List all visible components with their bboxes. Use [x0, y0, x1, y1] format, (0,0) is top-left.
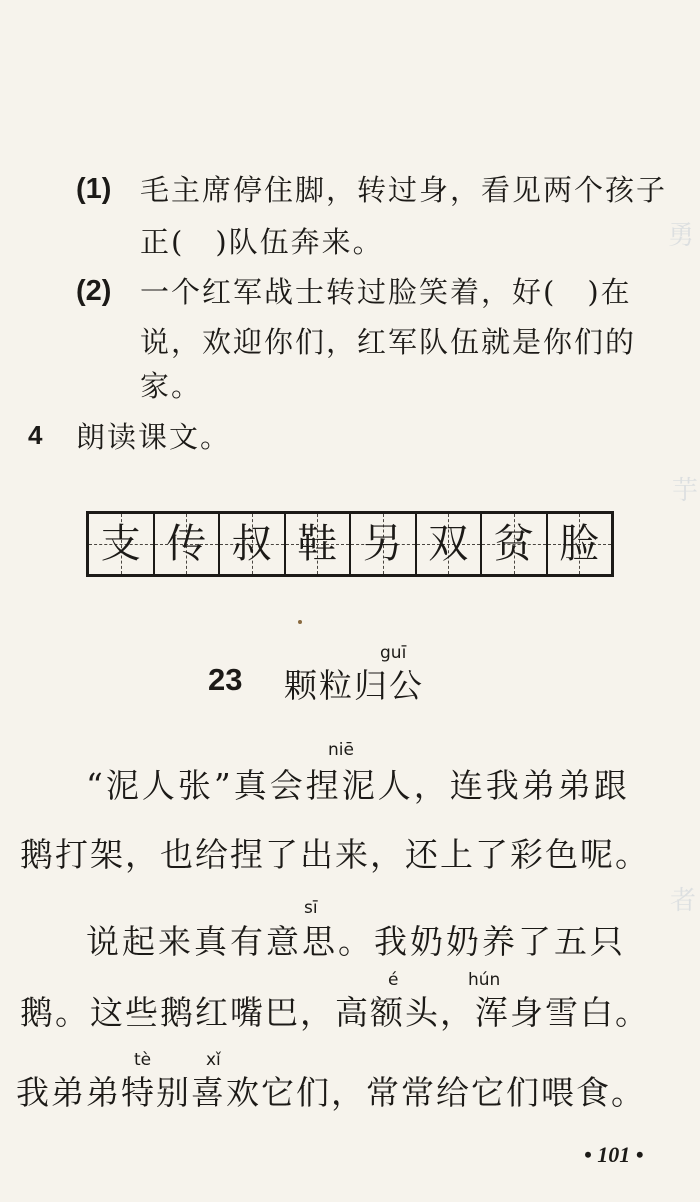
character-cell [220, 514, 286, 574]
character-glyph: 支 [100, 521, 141, 567]
paragraph-line-1: “泥人张”真会捏泥人，连我弟弟跟 [86, 766, 630, 805]
lesson-number: 23 [208, 662, 243, 697]
pinyin-hun: hún [468, 970, 501, 990]
paragraph-line-3: 说起来真有意思。我奶奶养了五只 [86, 922, 626, 961]
character-cell [417, 514, 483, 574]
pinyin-e: é [388, 970, 399, 990]
character-glyph: 脸 [559, 521, 600, 567]
character-cell [286, 514, 352, 574]
task-4-text: 朗读课文。 [76, 420, 232, 454]
exercise-2-line-2: 说，欢迎你们，红军队伍就是你们的 [140, 325, 637, 359]
exercise-number-1: (1) [76, 173, 112, 205]
character-glyph: 传 [166, 521, 207, 567]
exercise-1-line-1: 毛主席停住脚，转过身，看见两个孩子 [140, 173, 668, 207]
exercise-number-2: (2) [76, 275, 112, 307]
character-cell [548, 514, 612, 574]
pinyin-xi: xǐ [206, 1050, 221, 1070]
exercise-2-line-3: 家。 [140, 369, 203, 403]
task-number-4: 4 [28, 420, 43, 450]
bleed-through-mark: 芋 [672, 476, 699, 506]
print-speck [298, 620, 302, 624]
paragraph-line-2: 鹅打架，也给捏了出来，还上了彩色呢。 [20, 835, 650, 874]
exercise-1-line-2: 正( )队伍奔来。 [140, 225, 384, 259]
character-glyph: 鞋 [297, 521, 338, 567]
character-cell [482, 514, 548, 574]
paragraph-line-4: 鹅。这些鹅红嘴巴，高额头，浑身雪白。 [20, 993, 650, 1032]
bleed-through-mark: 者 [670, 886, 697, 916]
pinyin-si: sī [304, 898, 318, 918]
character-cell [89, 514, 155, 574]
lesson-title: 颗粒归公 [284, 666, 424, 705]
pinyin-te: tè [134, 1050, 152, 1070]
exercise-2-line-1: 一个红军战士转过脸笑着，好( )在 [140, 275, 632, 309]
bleed-through-mark: 勇 [668, 221, 695, 251]
title-pinyin: guī [380, 643, 407, 663]
character-cell [155, 514, 221, 574]
page-number: • 101 • [584, 1142, 644, 1167]
paragraph-line-5: 我弟弟特别喜欢它们，常常给它们喂食。 [16, 1073, 646, 1112]
character-grid [86, 511, 614, 577]
pinyin-nie: niē [328, 740, 354, 760]
character-glyph: 叔 [231, 521, 272, 567]
character-glyph: 贫 [493, 521, 534, 567]
character-glyph: 另 [362, 521, 403, 567]
character-glyph: 双 [428, 521, 469, 567]
character-cell [351, 514, 417, 574]
